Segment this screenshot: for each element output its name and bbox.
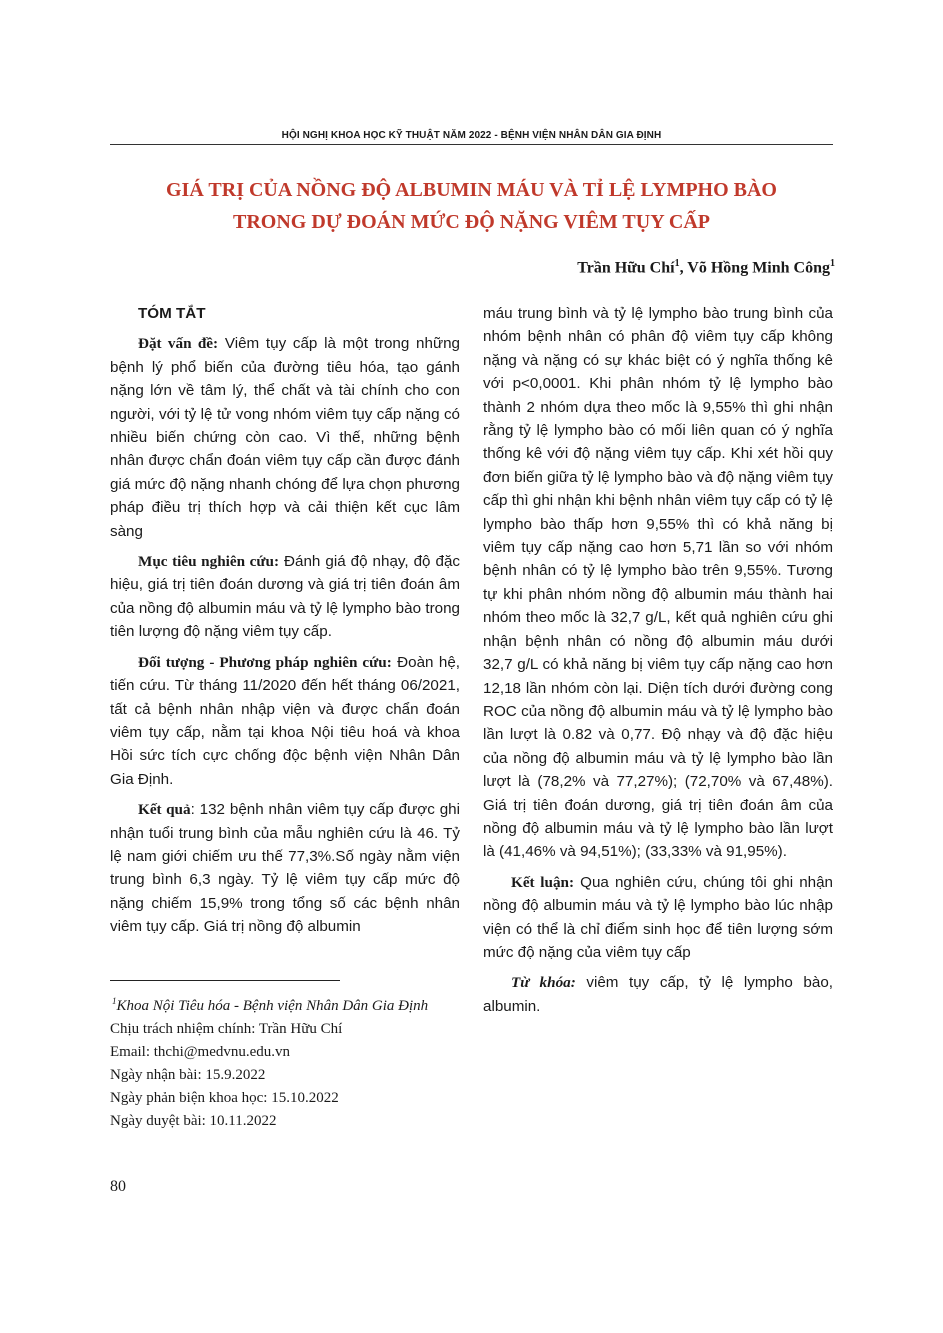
email-line: Email: thchi@medvnu.edu.vn (110, 1044, 291, 1060)
accepted-date: Ngày duyệt bài: 10.11.2022 (110, 1113, 277, 1129)
title-line-1: GIÁ TRỊ CỦA NỒNG ĐỘ ALBUMIN MÁU VÀ TỈ LỆ LYMPHO BÀO (165, 179, 777, 201)
keywords-paragraph (483, 971, 833, 1018)
results-continuation: máu trung bình và tỷ lệ lympho bào trung bình của nhóm bệnh nhân có phân độ viêm tụy cấp không nặng và nặng có sự khác biệt có ý nghĩa thống kê với p<0,0001. Khi phân nhóm tỷ lệ lympho bào thành 2 nhóm dựa theo mốc là 9,55% thì ghi nhận rằng tỷ lệ lympho bào có mối liên quan có ý nghĩa thống kê với độ nặng viêm tụy cấp. Khi xét hồi quy đơn biến giữa tỷ lệ lympho bào và độ nặng viêm tụy cấp thì ghi nhận khi bệnh nhân viêm tụy cấp có tỷ lệ lympho bào thấp hơn 9,55% thì có khả năng bị viêm tụy cấp nặng cao hơn 5,71 lần so với nhóm bệnh nhân có tỷ lệ lympho bào trên 9,55%. Tương tự khi phân nhóm nồng độ albumin máu thành hai nhóm theo mốc là 32,7 g/L, kết quả nghiên cứu ghi nhận bệnh nhân có nồng độ albumin máu dưới 32,7 g/L có khả năng bị viêm tụy cấp nặng cao hơn 12,18 lần nhóm còn lại. Diện tích dưới đường cong ROC của nồng độ albumin máu và tỷ lệ lympho bào lần lượt là 0.82 và 0,77. Độ nhạy và độ đặc hiệu của nồng độ albumin máu và tỷ lệ lympho bào lần lượt là (78,2% và 77,27%); (72,70% và 67,48%). Giá trị tiên đoán dương, giá trị tiên đoán âm của nồng độ albumin máu và tỷ lệ lympho bào lần lượt là (41,46% và 94,51%); (33,33% và 91,95%). (483, 305, 833, 861)
conclusion-text: Qua nghiên cứu, chúng tôi ghi nhận nồng độ albumin máu và tỷ lệ lympho bào lúc nhập viện có thể là chỉ điểm sinh học để tiên lượng sớm mức độ nặng của viêm tụy cấp (483, 873, 833, 961)
author-1-affiliation: 1 (674, 258, 680, 269)
keywords-label: Từ khóa: (511, 974, 576, 992)
right-column (483, 302, 833, 1025)
received-date: Ngày nhận bài: 15.9.2022 (110, 1067, 266, 1083)
objective-text: Đánh giá độ nhạy, độ đặc hiệu, giá trị tiên đoán dương và giá trị tiên đoán âm của nồng độ albumin máu và tỷ lệ lympho bào trong tiên lượng độ nặng viêm tụy cấp. (110, 553, 460, 641)
abstract-heading: TÓM TẮT (138, 305, 206, 322)
background-paragraph (110, 332, 460, 543)
methods-text: Đoàn hệ, tiến cứu. Từ tháng 11/2020 đến hết tháng 06/2021, tất cả bệnh nhân nhập viện và được chẩn đoán viêm tụy cấp, nằm tại khoa Nội tiêu hoá và khoa Hồi sức tích cực chống độc bệnh viện Nhân Dân Gia Định. (110, 653, 460, 788)
conclusion-paragraph (483, 871, 833, 965)
author-2: Võ Hồng Minh Công (687, 259, 830, 277)
footnote-rule (110, 980, 340, 981)
objective-paragraph (110, 550, 460, 644)
header-rule (110, 144, 833, 145)
author-2-affiliation: 1 (830, 258, 835, 269)
title-line-2: TRONG DỰ ĐOÁN MỨC ĐỘ NẶNG VIÊM TỤY CẤP (232, 211, 711, 233)
methods-label: Đối tượng - Phương pháp nghiên cứu: (138, 653, 392, 671)
background-label: Đặt vấn đề: (138, 335, 219, 353)
affiliation-text: Khoa Nội Tiêu hóa - Bệnh viện Nhân Dân Gia Định (116, 998, 429, 1014)
affiliation-marker: 1 (112, 996, 117, 1006)
results-label: Kết quả (138, 801, 191, 819)
footnotes (110, 990, 460, 1133)
results-text-left: : 132 bệnh nhân viêm tụy cấp được ghi nhận tuổi trung bình của mẫu nghiên cứu là 46. Tỷ lệ nam giới chiếm ưu thế 77,3%.Số ngày nằm viện trung bình 6,3 ngày. Tỷ lệ viêm tụy cấp mức độ nặng chiếm 15,9% trong tổng số các bệnh nhân viêm tụy cấp. Giá trị nồng độ albumin (110, 801, 460, 936)
review-date: Ngày phản biện khoa học: 15.10.2022 (110, 1090, 339, 1106)
author-separator: , (679, 259, 688, 277)
keywords-text: viêm tụy cấp, tỷ lệ lympho bào, albumin. (483, 974, 833, 1015)
objective-label: Mục tiêu nghiên cứu: (138, 553, 280, 571)
corresponding-author: Chịu trách nhiệm chính: Trần Hữu Chí (110, 1021, 343, 1037)
article-title (110, 174, 833, 238)
results-paragraph (110, 798, 460, 938)
author-1: Trần Hữu Chí (577, 259, 675, 277)
left-column (110, 302, 460, 946)
background-text: Viêm tụy cấp là một trong những bệnh lý phổ biến của đường tiêu hóa, tạo gánh nặng lớn về tâm lý, thể chất và tài chính cho con người, với tỷ lệ tử vong nhóm viêm tụy cấp nặng có nhiều biến chứng còn cao. Vì thế, những bệnh nhân được chẩn đoán viêm tụy cấp cần được đánh giá mức độ nặng nhanh chóng để lựa chọn phương pháp điều trị thích hợp và cải thiện kết cục lâm sàng (110, 335, 461, 540)
methods-paragraph (110, 651, 460, 791)
running-header: HỘI NGHỊ KHOA HỌC KỸ THUẬT NĂM 2022 - BỆNH VIỆN NHÂN DÂN GIA ĐỊNH (281, 130, 662, 141)
page-number: 80 (110, 1178, 126, 1195)
affiliation-footnote (110, 990, 460, 1018)
conclusion-label: Kết luận: (511, 873, 575, 891)
authors (577, 258, 835, 277)
